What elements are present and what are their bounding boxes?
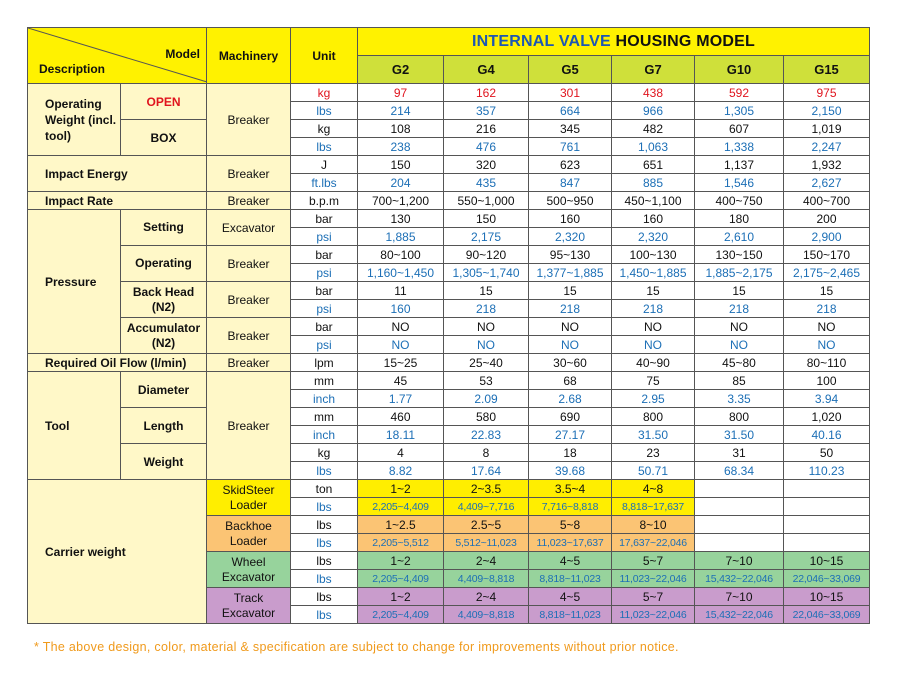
value-cell: 218 — [612, 300, 695, 318]
value-cell: 2.95 — [612, 390, 695, 408]
value-cell: 690 — [529, 408, 612, 426]
table-row — [28, 444, 870, 462]
title-black-part: HOUSING MODEL — [615, 32, 755, 50]
unit-cell: J — [291, 156, 358, 174]
machinery-cell: Breaker — [207, 354, 291, 372]
value-cell: 2.5~5 — [444, 516, 529, 534]
value-cell: 2,205~4,409 — [358, 498, 444, 516]
unit-cell: ton — [291, 480, 358, 498]
carrier-label-skidsteer: SkidSteer Loader — [207, 480, 291, 516]
table-row — [28, 210, 870, 228]
value-cell: 22,046~33,069 — [784, 570, 870, 588]
value-cell: 110.23 — [784, 462, 870, 480]
value-cell: 1,019 — [784, 120, 870, 138]
value-cell: 7~10 — [695, 552, 784, 570]
unit-cell: kg — [291, 84, 358, 102]
table-row — [28, 354, 870, 372]
value-cell: 623 — [529, 156, 612, 174]
table-row — [28, 282, 870, 300]
value-cell — [784, 480, 870, 498]
sub-label-accumulator: Accumulator (N2) — [121, 318, 207, 354]
value-cell: 847 — [529, 174, 612, 192]
value-cell: 10~15 — [784, 552, 870, 570]
row-label-carrier-weight: Carrier weight — [28, 480, 207, 624]
carrier-label-track: Track Excavator — [207, 588, 291, 624]
value-cell: 68 — [529, 372, 612, 390]
value-cell: 2,175 — [444, 228, 529, 246]
value-cell: 885 — [612, 174, 695, 192]
value-cell: 761 — [529, 138, 612, 156]
unit-cell: lbs — [291, 534, 358, 552]
description-label: Description — [39, 62, 106, 76]
value-cell: 30~60 — [529, 354, 612, 372]
value-cell: 2,205~5,512 — [358, 534, 444, 552]
value-cell: 1,020 — [784, 408, 870, 426]
value-cell: 8~10 — [612, 516, 695, 534]
value-cell: 2,610 — [695, 228, 784, 246]
unit-cell: bar — [291, 282, 358, 300]
unit-cell: inch — [291, 390, 358, 408]
table-row — [28, 246, 870, 264]
value-cell: 4,409~8,818 — [444, 606, 529, 624]
value-cell: NO — [529, 336, 612, 354]
value-cell: 108 — [358, 120, 444, 138]
carrier-label-wheel: Wheel Excavator — [207, 552, 291, 588]
value-cell: 50.71 — [612, 462, 695, 480]
value-cell: 15 — [784, 282, 870, 300]
value-cell: 15 — [444, 282, 529, 300]
unit-cell: lbs — [291, 102, 358, 120]
value-cell: 130~150 — [695, 246, 784, 264]
value-cell: 460 — [358, 408, 444, 426]
value-cell: 1,546 — [695, 174, 784, 192]
value-cell: 2,205~4,409 — [358, 570, 444, 588]
value-cell: NO — [784, 336, 870, 354]
value-cell: 85 — [695, 372, 784, 390]
value-cell: 200 — [784, 210, 870, 228]
unit-cell: lbs — [291, 516, 358, 534]
value-cell: 2,150 — [784, 102, 870, 120]
value-cell: 966 — [612, 102, 695, 120]
model-header-g5: G5 — [529, 56, 612, 84]
table-row — [28, 120, 870, 138]
machinery-cell: Breaker — [207, 192, 291, 210]
value-cell: 5~7 — [612, 588, 695, 606]
value-cell: 1,932 — [784, 156, 870, 174]
value-cell: 22,046~33,069 — [784, 606, 870, 624]
unit-cell: lbs — [291, 606, 358, 624]
value-cell: 2.68 — [529, 390, 612, 408]
table-row — [28, 192, 870, 210]
value-cell: 218 — [444, 300, 529, 318]
value-cell: 592 — [695, 84, 784, 102]
row-label-pressure: Pressure — [28, 210, 121, 354]
machinery-cell: Breaker — [207, 84, 291, 156]
model-header-g4: G4 — [444, 56, 529, 84]
value-cell: 301 — [529, 84, 612, 102]
value-cell: 11,023~22,046 — [612, 606, 695, 624]
value-cell: 1,377~1,885 — [529, 264, 612, 282]
value-cell: 4~8 — [612, 480, 695, 498]
unit-cell: lbs — [291, 588, 358, 606]
unit-cell: b.p.m — [291, 192, 358, 210]
value-cell: 2,320 — [612, 228, 695, 246]
table-row — [28, 372, 870, 390]
row-label-impact-rate: Impact Rate — [28, 192, 207, 210]
value-cell: 90~120 — [444, 246, 529, 264]
value-cell: 50 — [784, 444, 870, 462]
value-cell: 100~130 — [612, 246, 695, 264]
value-cell: 2,320 — [529, 228, 612, 246]
value-cell: 218 — [784, 300, 870, 318]
header-row — [28, 28, 870, 56]
value-cell: 800 — [612, 408, 695, 426]
machinery-cell: Breaker — [207, 282, 291, 318]
unit-cell: ft.lbs — [291, 174, 358, 192]
value-cell: 162 — [444, 84, 529, 102]
machinery-cell: Excavator — [207, 210, 291, 246]
value-cell: 320 — [444, 156, 529, 174]
row-label-impact-energy: Impact Energy — [28, 156, 207, 192]
value-cell: 2~4 — [444, 552, 529, 570]
sub-label-box: BOX — [121, 120, 207, 156]
value-cell: 39.68 — [529, 462, 612, 480]
value-cell: 400~700 — [784, 192, 870, 210]
value-cell: 150~170 — [784, 246, 870, 264]
value-cell: 31.50 — [612, 426, 695, 444]
unit-cell: inch — [291, 426, 358, 444]
unit-cell: lpm — [291, 354, 358, 372]
value-cell: 15 — [529, 282, 612, 300]
value-cell: 550~1,000 — [444, 192, 529, 210]
value-cell: 238 — [358, 138, 444, 156]
sub-label-back-head: Back Head (N2) — [121, 282, 207, 318]
machinery-cell: Breaker — [207, 156, 291, 192]
machinery-header: Machinery — [207, 28, 291, 84]
value-cell: 651 — [612, 156, 695, 174]
value-cell: 97 — [358, 84, 444, 102]
unit-cell: psi — [291, 336, 358, 354]
value-cell: 18 — [529, 444, 612, 462]
unit-cell: psi — [291, 228, 358, 246]
unit-cell: psi — [291, 300, 358, 318]
value-cell: 11 — [358, 282, 444, 300]
model-header-g15: G15 — [784, 56, 870, 84]
value-cell: 1,160~1,450 — [358, 264, 444, 282]
value-cell: NO — [358, 336, 444, 354]
value-cell: 8,818~17,637 — [612, 498, 695, 516]
model-label: Model — [165, 47, 200, 61]
footnote: * The above design, color, material & specification are subject to change for improvements without prior notice. — [34, 640, 679, 654]
value-cell: 4~5 — [529, 552, 612, 570]
value-cell: 482 — [612, 120, 695, 138]
value-cell: 100 — [784, 372, 870, 390]
value-cell: 160 — [358, 300, 444, 318]
table-body — [28, 28, 870, 624]
value-cell: NO — [444, 318, 529, 336]
value-cell: 5~8 — [529, 516, 612, 534]
value-cell — [784, 516, 870, 534]
value-cell: 25~40 — [444, 354, 529, 372]
value-cell: 68.34 — [695, 462, 784, 480]
sub-label-diameter: Diameter — [121, 372, 207, 408]
spec-table — [27, 27, 870, 624]
value-cell: 130 — [358, 210, 444, 228]
value-cell: 1,305 — [695, 102, 784, 120]
value-cell: 500~950 — [529, 192, 612, 210]
value-cell: 438 — [612, 84, 695, 102]
value-cell: NO — [695, 336, 784, 354]
value-cell: NO — [784, 318, 870, 336]
value-cell: 2,247 — [784, 138, 870, 156]
value-cell: 45~80 — [695, 354, 784, 372]
value-cell: 95~130 — [529, 246, 612, 264]
value-cell: 216 — [444, 120, 529, 138]
value-cell: 975 — [784, 84, 870, 102]
sub-label-open: OPEN — [121, 84, 207, 120]
sub-label-operating: Operating — [121, 246, 207, 282]
value-cell: 31.50 — [695, 426, 784, 444]
value-cell: 80~100 — [358, 246, 444, 264]
value-cell: 1,137 — [695, 156, 784, 174]
value-cell: 40.16 — [784, 426, 870, 444]
value-cell: 5,512~11,023 — [444, 534, 529, 552]
value-cell: 1~2 — [358, 552, 444, 570]
value-cell: 214 — [358, 102, 444, 120]
table-row — [28, 480, 870, 498]
value-cell: NO — [612, 336, 695, 354]
value-cell: 700~1,200 — [358, 192, 444, 210]
value-cell: 1.77 — [358, 390, 444, 408]
table-row — [28, 156, 870, 174]
value-cell — [784, 498, 870, 516]
value-cell: 2.09 — [444, 390, 529, 408]
value-cell: 22.83 — [444, 426, 529, 444]
value-cell: 1,338 — [695, 138, 784, 156]
value-cell: 15,432~22,046 — [695, 606, 784, 624]
value-cell: 218 — [695, 300, 784, 318]
value-cell: 18.11 — [358, 426, 444, 444]
value-cell: 7,716~8,818 — [529, 498, 612, 516]
row-label-tool: Tool — [28, 372, 121, 480]
machinery-cell: Breaker — [207, 372, 291, 480]
value-cell: 8.82 — [358, 462, 444, 480]
value-cell: 17.64 — [444, 462, 529, 480]
value-cell: 450~1,100 — [612, 192, 695, 210]
value-cell — [695, 498, 784, 516]
model-header-g2: G2 — [358, 56, 444, 84]
title-blue-part: INTERNAL VALVE — [472, 32, 611, 50]
model-header-g7: G7 — [612, 56, 695, 84]
value-cell: 150 — [358, 156, 444, 174]
value-cell: 580 — [444, 408, 529, 426]
row-label-oil-flow: Required Oil Flow (l/min) — [28, 354, 207, 372]
value-cell: 357 — [444, 102, 529, 120]
value-cell: 1~2 — [358, 480, 444, 498]
value-cell: 15,432~22,046 — [695, 570, 784, 588]
machinery-cell: Breaker — [207, 318, 291, 354]
value-cell: 160 — [612, 210, 695, 228]
value-cell: 7~10 — [695, 588, 784, 606]
model-header-g10: G10 — [695, 56, 784, 84]
value-cell: 45 — [358, 372, 444, 390]
value-cell: 1,450~1,885 — [612, 264, 695, 282]
value-cell: 5~7 — [612, 552, 695, 570]
unit-header: Unit — [291, 28, 358, 84]
unit-cell: lbs — [291, 498, 358, 516]
value-cell: 11,023~17,637 — [529, 534, 612, 552]
value-cell: 1,063 — [612, 138, 695, 156]
value-cell: 27.17 — [529, 426, 612, 444]
value-cell: 2,175~2,465 — [784, 264, 870, 282]
table-row — [28, 408, 870, 426]
value-cell: 17,637~22,046 — [612, 534, 695, 552]
row-label-operating-weight: Operating Weight (incl. tool) — [28, 84, 121, 156]
table-row — [28, 318, 870, 336]
value-cell: 15 — [695, 282, 784, 300]
value-cell: 15 — [612, 282, 695, 300]
value-cell: 31 — [695, 444, 784, 462]
value-cell: 15~25 — [358, 354, 444, 372]
value-cell: 75 — [612, 372, 695, 390]
value-cell: NO — [695, 318, 784, 336]
value-cell: 3.5~4 — [529, 480, 612, 498]
value-cell: 8 — [444, 444, 529, 462]
value-cell: 664 — [529, 102, 612, 120]
value-cell: 4,409~8,818 — [444, 570, 529, 588]
value-cell: 8,818~11,023 — [529, 570, 612, 588]
value-cell: 150 — [444, 210, 529, 228]
value-cell: 8,818~11,023 — [529, 606, 612, 624]
sub-label-setting: Setting — [121, 210, 207, 246]
value-cell: 435 — [444, 174, 529, 192]
value-cell: 2,627 — [784, 174, 870, 192]
sub-label-weight: Weight — [121, 444, 207, 480]
unit-cell: bar — [291, 318, 358, 336]
value-cell — [695, 516, 784, 534]
unit-cell: lbs — [291, 552, 358, 570]
unit-cell: psi — [291, 264, 358, 282]
value-cell: 23 — [612, 444, 695, 462]
value-cell: 53 — [444, 372, 529, 390]
value-cell: 4 — [358, 444, 444, 462]
value-cell: 11,023~22,046 — [612, 570, 695, 588]
value-cell: 204 — [358, 174, 444, 192]
value-cell: NO — [529, 318, 612, 336]
value-cell: 1,305~1,740 — [444, 264, 529, 282]
unit-cell: bar — [291, 210, 358, 228]
table-row — [28, 84, 870, 102]
unit-cell: bar — [291, 246, 358, 264]
unit-cell: lbs — [291, 462, 358, 480]
value-cell: NO — [444, 336, 529, 354]
value-cell: 2~4 — [444, 588, 529, 606]
value-cell: 40~90 — [612, 354, 695, 372]
value-cell: 3.94 — [784, 390, 870, 408]
value-cell: 218 — [529, 300, 612, 318]
value-cell: 4~5 — [529, 588, 612, 606]
value-cell: 2~3.5 — [444, 480, 529, 498]
model-description-corner — [28, 28, 207, 84]
value-cell: 2,900 — [784, 228, 870, 246]
value-cell — [695, 534, 784, 552]
value-cell: NO — [612, 318, 695, 336]
value-cell: 400~750 — [695, 192, 784, 210]
unit-cell: kg — [291, 444, 358, 462]
value-cell: 4,409~7,716 — [444, 498, 529, 516]
unit-cell: mm — [291, 408, 358, 426]
value-cell: 1~2 — [358, 588, 444, 606]
value-cell: 160 — [529, 210, 612, 228]
value-cell: 180 — [695, 210, 784, 228]
value-cell: 607 — [695, 120, 784, 138]
value-cell: 476 — [444, 138, 529, 156]
value-cell: NO — [358, 318, 444, 336]
value-cell: 800 — [695, 408, 784, 426]
value-cell: 3.35 — [695, 390, 784, 408]
unit-cell: mm — [291, 372, 358, 390]
value-cell: 1,885 — [358, 228, 444, 246]
unit-cell: lbs — [291, 138, 358, 156]
table-title — [358, 28, 870, 56]
value-cell: 10~15 — [784, 588, 870, 606]
value-cell: 1~2.5 — [358, 516, 444, 534]
value-cell: 2,205~4,409 — [358, 606, 444, 624]
value-cell: 80~110 — [784, 354, 870, 372]
sub-label-length: Length — [121, 408, 207, 444]
value-cell: 345 — [529, 120, 612, 138]
value-cell: 1,885~2,175 — [695, 264, 784, 282]
unit-cell: kg — [291, 120, 358, 138]
unit-cell: lbs — [291, 570, 358, 588]
value-cell — [695, 480, 784, 498]
carrier-label-backhoe: Backhoe Loader — [207, 516, 291, 552]
value-cell — [784, 534, 870, 552]
machinery-cell: Breaker — [207, 246, 291, 282]
